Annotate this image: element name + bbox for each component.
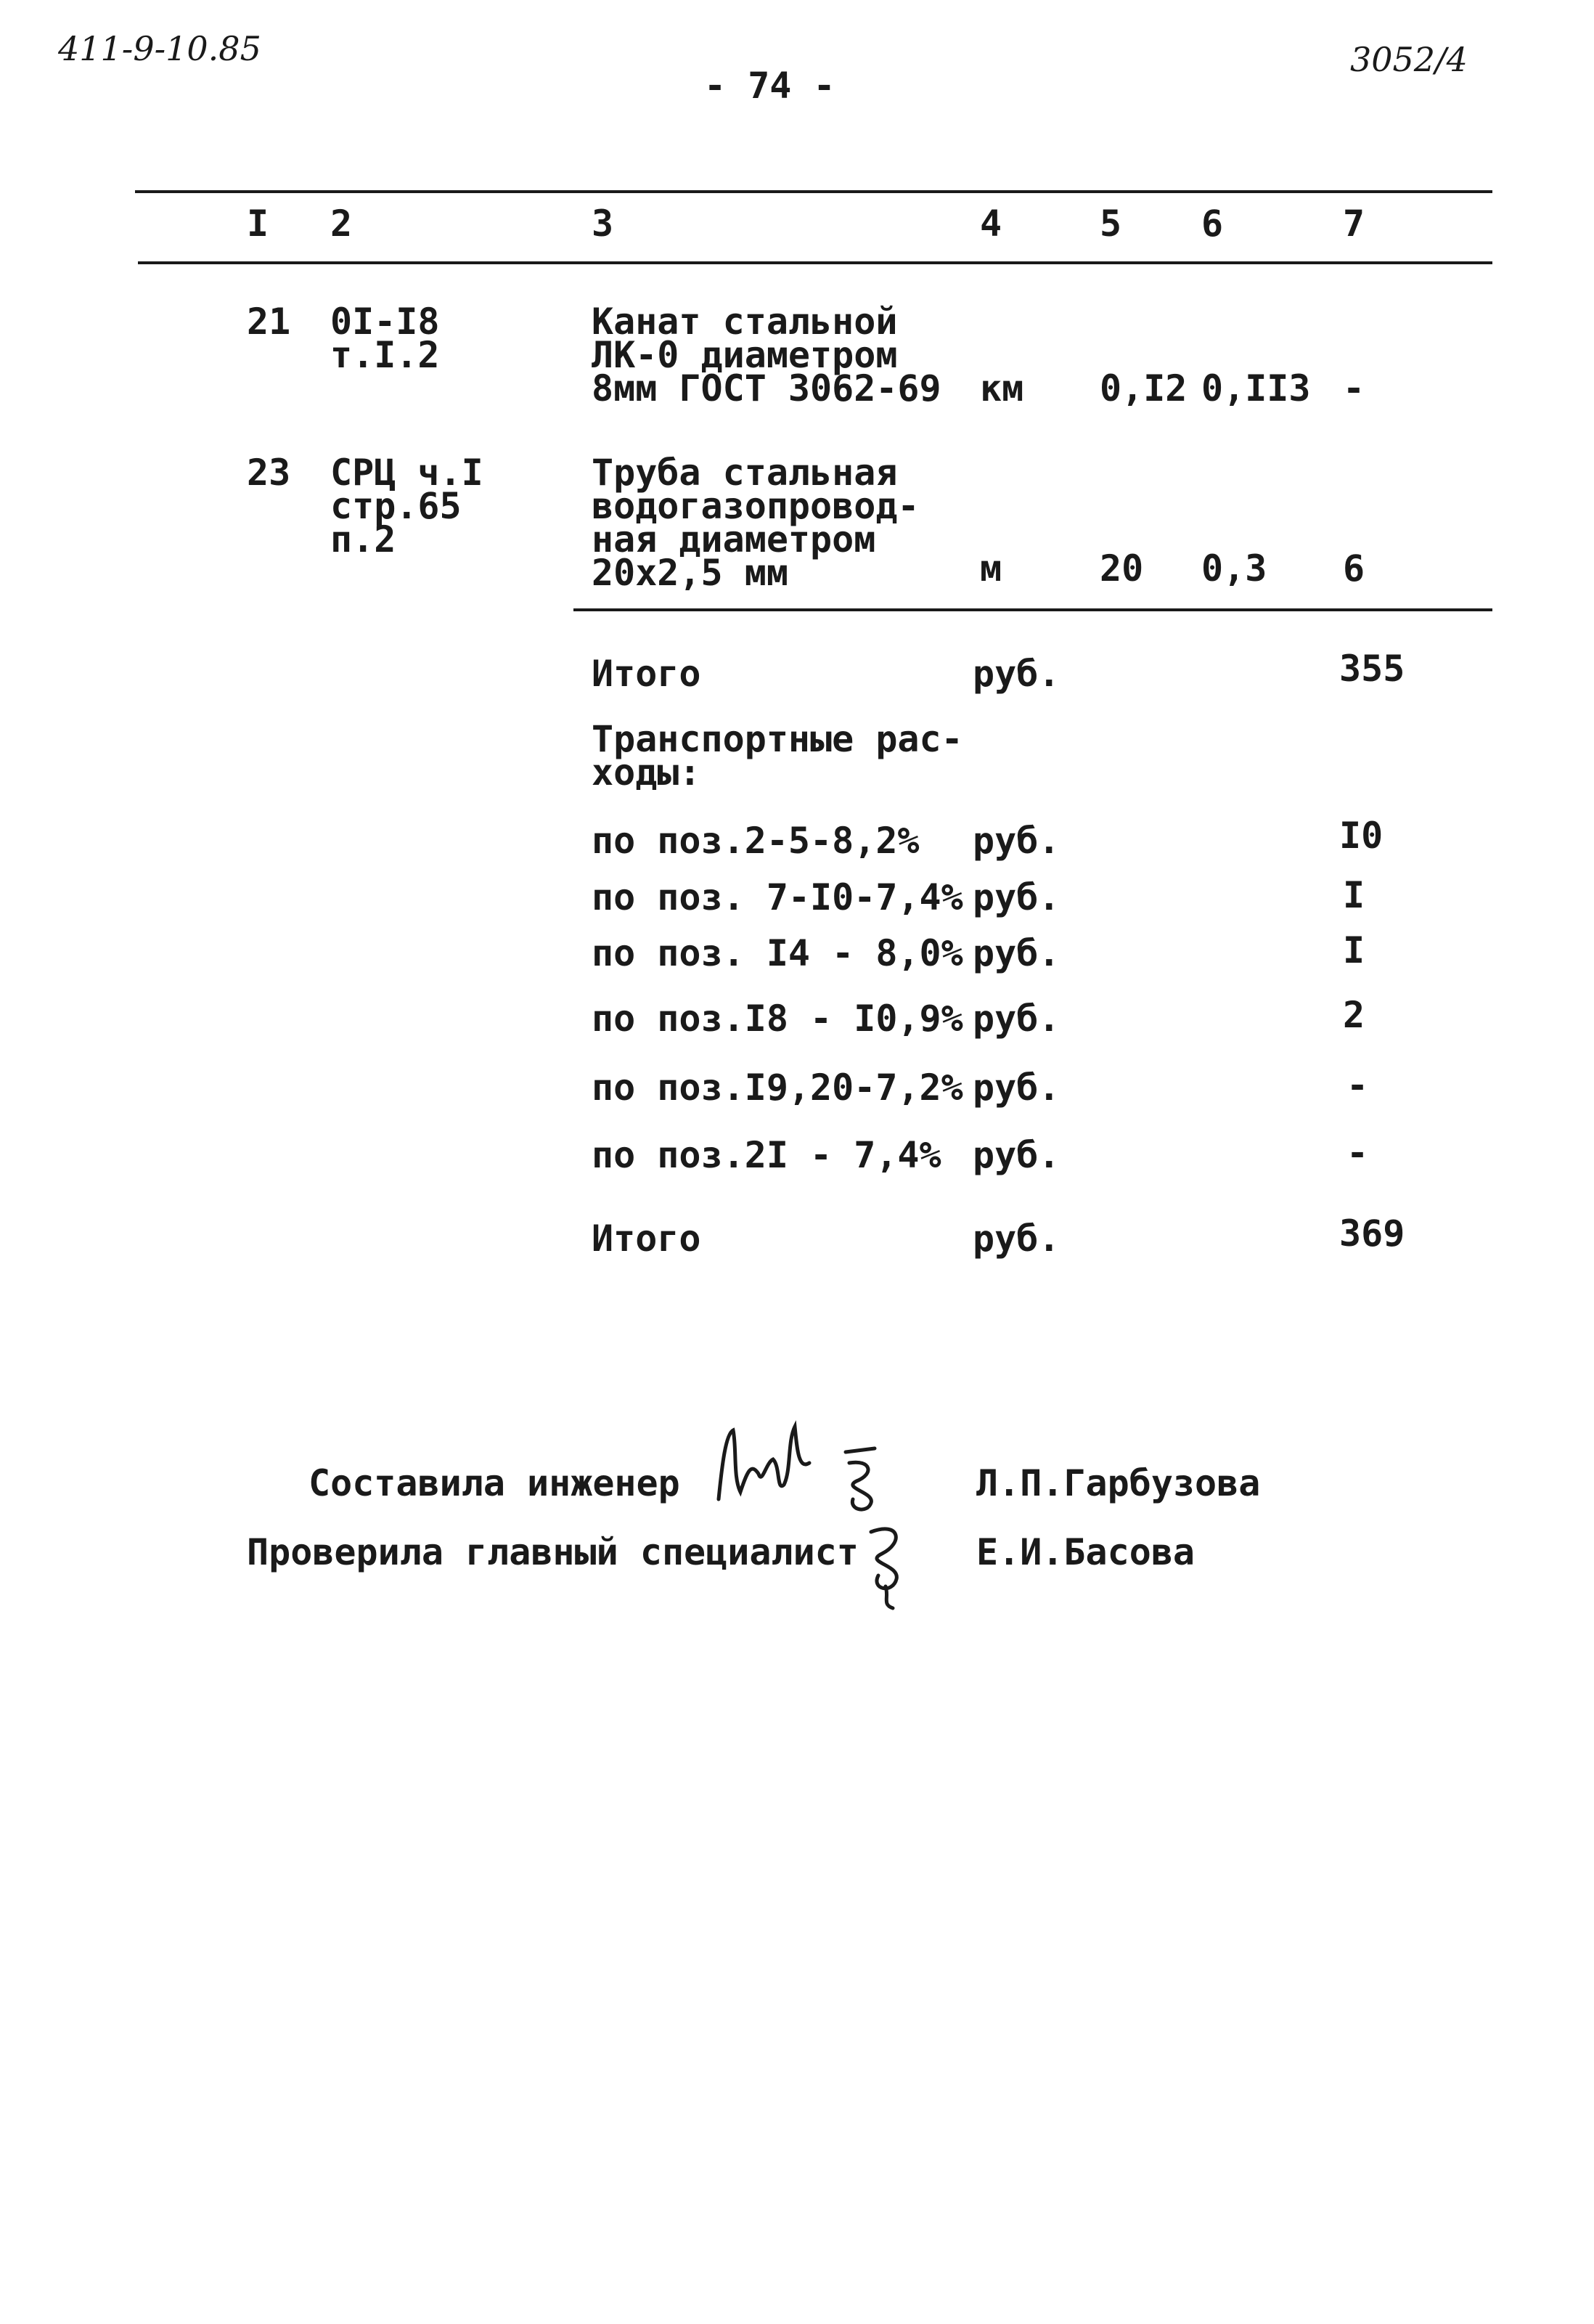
summary-total: 369 — [1339, 1212, 1405, 1255]
summary-label: по поз.2-5-8,2% — [592, 820, 920, 862]
row-number: 23 — [247, 452, 291, 494]
initials-icon — [835, 1441, 886, 1521]
column-header: 5 — [1100, 203, 1122, 245]
summary-label: Итого — [592, 653, 701, 695]
summary-label: по поз.2I - 7,4% — [592, 1134, 941, 1176]
summary-total: - — [1346, 1132, 1369, 1174]
checked-by-name: Е.И.Басова — [976, 1531, 1196, 1573]
column-header: 7 — [1343, 203, 1365, 245]
archive-number: 3052/4 — [1350, 40, 1468, 79]
summary-label: Транспортные рас- ходы: — [592, 718, 963, 794]
row-unit: м — [980, 547, 1002, 590]
column-header: 2 — [330, 203, 353, 245]
row-quantity: 20 — [1100, 547, 1144, 590]
column-header: 4 — [980, 203, 1002, 245]
summary-total: I0 — [1339, 815, 1383, 857]
row-total: - — [1343, 367, 1365, 409]
summary-label: по поз. 7-I0-7,4% — [592, 876, 963, 918]
row-quantity: 0,I2 — [1100, 367, 1188, 409]
column-header: 3 — [592, 203, 614, 245]
initials-icon — [857, 1517, 915, 1612]
summary-total: I — [1343, 874, 1365, 916]
checked-by-label: Проверила главный специалист — [247, 1531, 859, 1573]
summary-total: I — [1343, 929, 1365, 971]
summary-unit: руб. — [973, 1134, 1060, 1176]
summary-unit: руб. — [973, 820, 1060, 862]
summary-total: - — [1346, 1064, 1369, 1106]
row-price: 0,3 — [1201, 547, 1267, 590]
summary-label: по поз.I8 - I0,9% — [592, 998, 963, 1040]
summary-label: Итого — [592, 1218, 701, 1260]
summary-unit: руб. — [973, 932, 1060, 974]
table-top-rule — [135, 190, 1492, 193]
document-code: 411-9-10.85 — [58, 29, 261, 68]
summary-unit: руб. — [973, 1218, 1060, 1260]
row-reference: 0I-I8 т.I.2 — [330, 301, 440, 376]
summary-label: по поз. I4 - 8,0% — [592, 932, 963, 974]
summary-total: 2 — [1343, 994, 1365, 1036]
summary-unit: руб. — [973, 1067, 1060, 1109]
compiled-by-label: Составила инженер — [308, 1462, 680, 1504]
summary-total: 355 — [1339, 648, 1405, 690]
row-price: 0,II3 — [1201, 367, 1311, 409]
summary-label: по поз.I9,20-7,2% — [592, 1067, 963, 1109]
page-number: - 74 - — [704, 65, 835, 107]
row-reference: СРЦ ч.I стр.65 п.2 — [330, 452, 483, 560]
handwritten-signature-icon — [711, 1419, 820, 1506]
row-total: 6 — [1343, 547, 1365, 590]
summary-unit: руб. — [973, 653, 1060, 695]
compiled-by-name: Л.П.Гарбузова — [976, 1462, 1261, 1504]
row-number: 21 — [247, 301, 291, 343]
table-header-rule — [138, 261, 1492, 264]
row-name: Канат стальной ЛК-0 диаметром 8мм ГОСТ 3062-69 — [592, 301, 941, 409]
summary-unit: руб. — [973, 998, 1060, 1040]
summary-unit: руб. — [973, 876, 1060, 918]
table-body-rule — [573, 608, 1492, 611]
column-header: 6 — [1201, 203, 1224, 245]
column-header: I — [247, 203, 269, 245]
row-name: Труба стальная водогазопровод- ная диаметром 20х2,5 мм — [592, 452, 920, 594]
row-unit: км — [980, 367, 1024, 409]
